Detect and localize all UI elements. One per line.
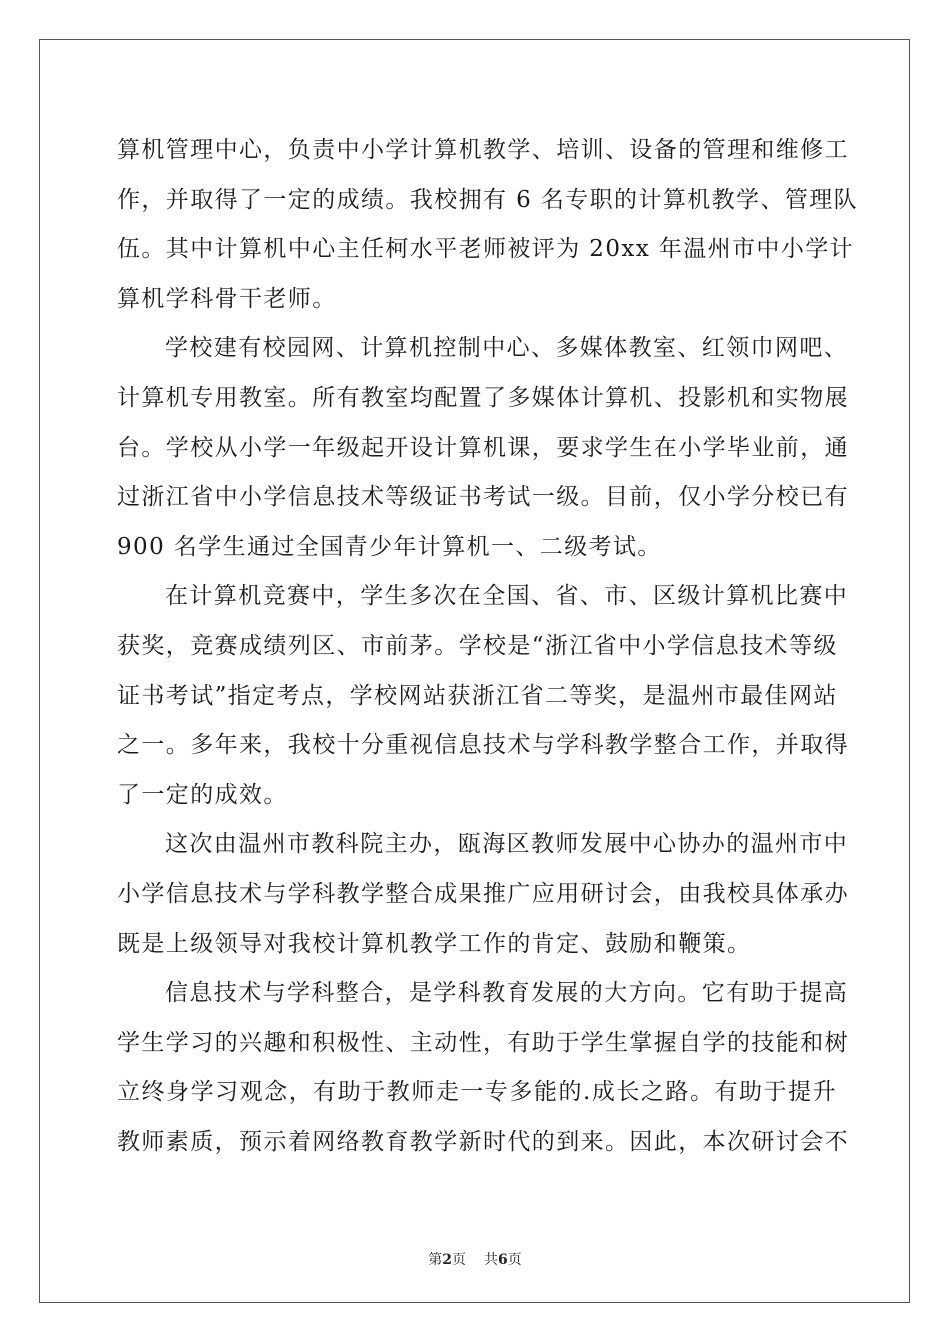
total-pages: 6 — [498, 1252, 508, 1268]
text-line: 900 名学生通过全国青少年计算机一、二级考试。 — [117, 533, 662, 560]
page-suffix: 页 — [452, 1252, 466, 1268]
text-line: 学校建有校园网、计算机控制中心、多媒体教室、红领巾网吧、 — [165, 335, 849, 362]
paragraph — [117, 969, 849, 1167]
page-number: 2 — [442, 1252, 452, 1268]
paragraph — [117, 324, 849, 572]
page-footer — [0, 1249, 950, 1269]
text-line: 在计算机竞赛中，学生多次在全国、省、市、区级计算机比赛中 — [165, 583, 849, 610]
total-suffix: 页 — [507, 1252, 522, 1268]
text-line: 作，并取得了一定的成绩。我校拥有 6 名专职的计算机教学、管理队 — [117, 186, 859, 213]
text-line: 台。学校从小学一年级起开设计算机课，要求学生在小学毕业前，通 — [117, 434, 849, 461]
text-line: 小学信息技术与学科教学整合成果推广应用研讨会，由我校具体承办 — [117, 880, 849, 907]
text-line: 算机学科骨干老师。 — [117, 285, 337, 312]
text-line: 学生学习的兴趣和积极性、主动性，有助于学生掌握自学的技能和树 — [117, 1029, 849, 1056]
text-line: 这次由温州市教科院主办，瓯海区教师发展中心协办的温州市中 — [165, 831, 849, 858]
text-line: 算机管理中心，负责中小学计算机教学、培训、设备的管理和维修工 — [117, 137, 849, 163]
text-line: 伍。其中计算机中心主任柯水平老师被评为 20xx 年温州市中小学计 — [117, 236, 855, 263]
text-line: 既是上级领导对我校计算机教学工作的肯定、鼓励和鞭策。 — [117, 930, 752, 957]
text-line: 立终身学习观念，有助于教师走一专多能的.成长之路。有助于提升 — [117, 1079, 837, 1106]
paragraph — [117, 572, 849, 820]
text-line: 教师素质，预示着网络教育教学新时代的到来。因此，本次研讨会不 — [117, 1128, 849, 1155]
total-prefix: 共 — [484, 1252, 498, 1268]
page-prefix: 第 — [428, 1252, 443, 1268]
document-body — [117, 126, 859, 1167]
text-line: 获奖，竞赛成绩列区、市前茅。学校是“浙江省中小学信息技术等级 — [117, 632, 838, 659]
text-line: 证书考试”指定考点，学校网站获浙江省二等奖，是温州市最佳网站 — [117, 682, 838, 709]
text-line: 了一定的成效。 — [117, 781, 288, 808]
text-line: 信息技术与学科整合，是学科教育发展的大方向。它有助于提高 — [165, 980, 849, 1007]
text-line: 计算机专用教室。所有教室均配置了多媒体计算机、投影机和实物展 — [117, 384, 849, 411]
text-line: 过浙江省中小学信息技术等级证书考试一级。目前，仅小学分校已有 — [117, 484, 849, 511]
paragraph — [117, 820, 849, 969]
text-line: 之一。多年来，我校十分重视信息技术与学科教学整合工作，并取得 — [117, 732, 849, 759]
paragraph — [117, 126, 859, 324]
